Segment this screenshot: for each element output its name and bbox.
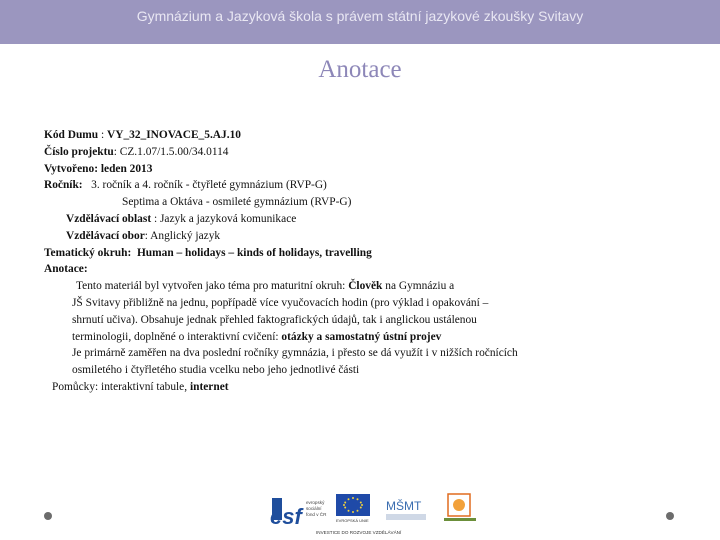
field-label: Kód Dumu (44, 129, 99, 141)
annotation-line-5: Je primárně zaměřen na dva poslední ročníky gymnázia, i přesto se dá využít i v nižších ročnících (72, 347, 518, 360)
bullet-dot-left (44, 512, 52, 520)
esf-caption-2: sociální (306, 506, 322, 511)
annotation-line-2: JŠ Svitavy přibližně na jednu, popřípadě více vyučovacích hodin (pro výklad i opakování – (72, 296, 489, 309)
annotation-bold: Člověk (348, 280, 383, 293)
esf-logo (270, 498, 327, 529)
annotation-line-6: osmiletého i čtyřletého studia vcelku nebo jeho jednotlivé části (72, 364, 360, 377)
annotation-line-1 (44, 278, 684, 295)
pomucky-label: Pomůcky: interaktivní tabule, (52, 380, 188, 393)
annotation-body (44, 127, 684, 396)
field-kod: Kód Dumu : VY_32_INOVACE_5.AJ.10 (44, 129, 241, 141)
annotation-bold: otázky a samostatný ústní projev (281, 330, 442, 343)
field-obor: Vzdělávací obor: Anglický jazyk (66, 229, 221, 242)
field-label: Tematický okruh: (44, 246, 132, 259)
field-rocnik-2 (44, 194, 684, 211)
field-value: VY_32_INOVACE_5.AJ.10 (107, 129, 241, 141)
field-okruh (44, 245, 684, 262)
page-title: Anotace (318, 56, 402, 83)
msmt-logo (386, 498, 426, 520)
annotation-text: na Gymnáziu a (385, 280, 455, 293)
field-vytvoreno (44, 161, 684, 178)
school-name: Gymnázium a Jazyková škola s právem státní jazykové zkoušky Svitavy (136, 8, 584, 24)
field-label: Číslo projektu (44, 145, 114, 158)
field-value: Jazyk a jazyková komunikace (159, 212, 297, 225)
field-label: Vytvořeno: (44, 162, 98, 175)
field-oblast: Vzdělávací oblast : Jazyk a jazyková komunikace (66, 212, 297, 225)
op-logo (444, 494, 476, 521)
field-value: leden 2013 (100, 162, 153, 175)
field-anotace (44, 261, 684, 278)
field-label: Ročník: (44, 179, 83, 192)
annotation-text: Tento materiál byl vytvořen jako téma pro maturitní okruh: (76, 280, 346, 293)
msmt-text: MŠMT (386, 499, 422, 513)
esf-text: esf (270, 504, 302, 529)
pomucky-line (44, 379, 684, 396)
field-label: Vzdělávací obor (66, 229, 145, 242)
esf-caption-1: evropský (306, 500, 325, 505)
field-label: Vzdělávací oblast (66, 212, 152, 225)
field-value: 3. ročník a 4. ročník - čtyřleté gymnázium (RVP-G) (91, 179, 327, 192)
footer-logos (266, 490, 486, 536)
annotation-line-3: shrnutí učiva). Obsahuje jednak přehled faktografických údajů, tak i anglickou ustálenou (72, 313, 477, 326)
bullet-dot-right (666, 512, 674, 520)
field-rocnik (44, 177, 684, 194)
field-value: Septima a Oktáva - osmileté gymnázium (RVP-G) (122, 196, 352, 209)
field-label: Anotace: (44, 263, 88, 276)
eu-caption: EVROPSKÁ UNIE (336, 518, 369, 523)
annotation-text: terminologii, doplněné o interaktivní cvičení: (72, 330, 279, 343)
footer-tagline: INVESTICE DO ROZVOJE VZDĚLÁVÁNÍ (316, 530, 402, 535)
field-value: Anglický jazyk (150, 229, 221, 242)
field-value: CZ.1.07/1.5.00/34.0114 (119, 145, 229, 158)
field-value: Human – holidays – kinds of holidays, travelling (136, 246, 372, 259)
eu-flag-logo (336, 494, 370, 523)
pomucky-value: internet (189, 380, 229, 393)
field-cislo: Číslo projektu: CZ.1.07/1.5.00/34.0114 (44, 145, 229, 158)
annotation-line-4 (44, 329, 684, 346)
esf-caption-3: fond v ČR (306, 512, 327, 517)
